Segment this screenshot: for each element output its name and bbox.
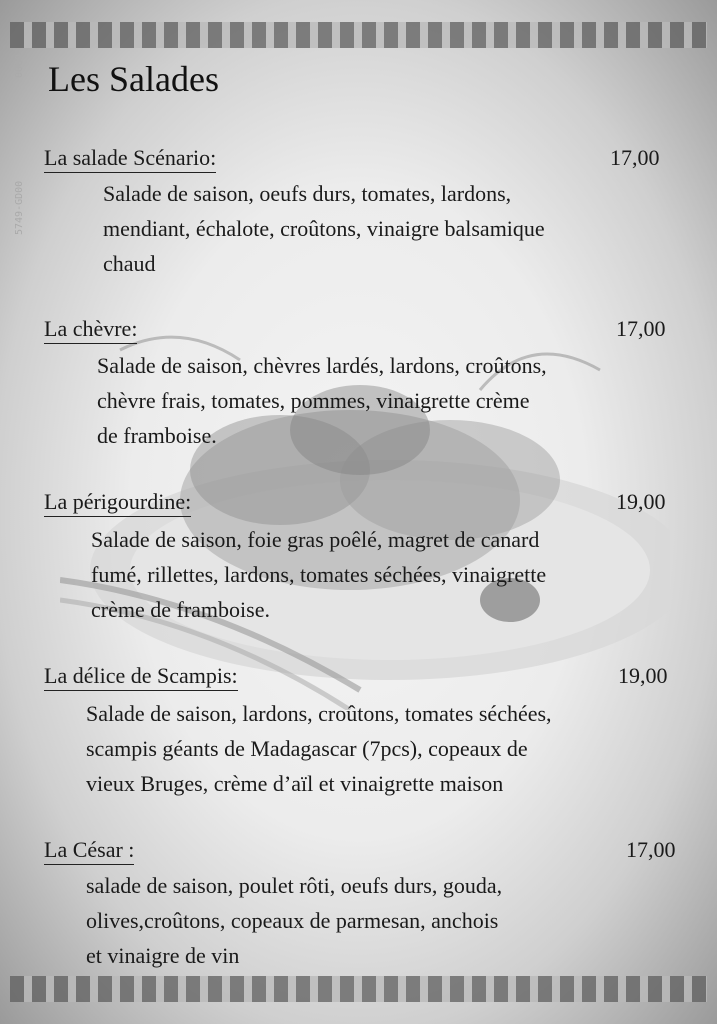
item-price-perigourdine: 19,00 <box>616 489 666 514</box>
item-price-cesar: 17,00 <box>626 837 676 862</box>
page-title: Les Salades <box>48 59 219 99</box>
item-name-scenario: La salade Scénario: <box>44 145 216 173</box>
film-code-top: 0000 <box>14 53 25 78</box>
item-name-perigourdine: La périgourdine: <box>44 489 191 517</box>
item-price-chevre: 17,00 <box>616 316 666 341</box>
film-code-side: 5749-GD00 <box>14 180 25 235</box>
item-price-scenario: 17,00 <box>610 145 660 170</box>
item-price-scampis: 19,00 <box>618 663 668 688</box>
item-desc-cesar: salade de saison, poulet rôti, oeufs durs, gouda, olives,croûtons, copeaux de parmesan, anchois et vinaigre de vin <box>86 873 503 968</box>
item-desc-perigourdine: Salade de saison, foie gras poêlé, magret de canard fumé, rillettes, lardons, tomates séchées, vinaigrette crème de framboise. <box>91 527 547 622</box>
item-desc-chevre: Salade de saison, chèvres lardés, lardons, croûtons, chèvre frais, tomates, pommes, vinaigrette crème de framboise. <box>97 353 547 448</box>
item-desc-scenario: Salade de saison, oeufs durs, tomates, lardons, mendiant, échalote, croûtons, vinaigre balsamique chaud <box>103 181 545 276</box>
item-name-chevre: La chèvre: <box>44 316 137 344</box>
item-name-cesar: La César : <box>44 837 134 865</box>
item-desc-scampis: Salade de saison, lardons, croûtons, tomates séchées, scampis géants de Madagascar (7pcs), copeaux de vieux Bruges, crème d’aïl et vinaigrette maison <box>86 701 552 796</box>
item-name-scampis: La délice de Scampis: <box>44 663 238 691</box>
